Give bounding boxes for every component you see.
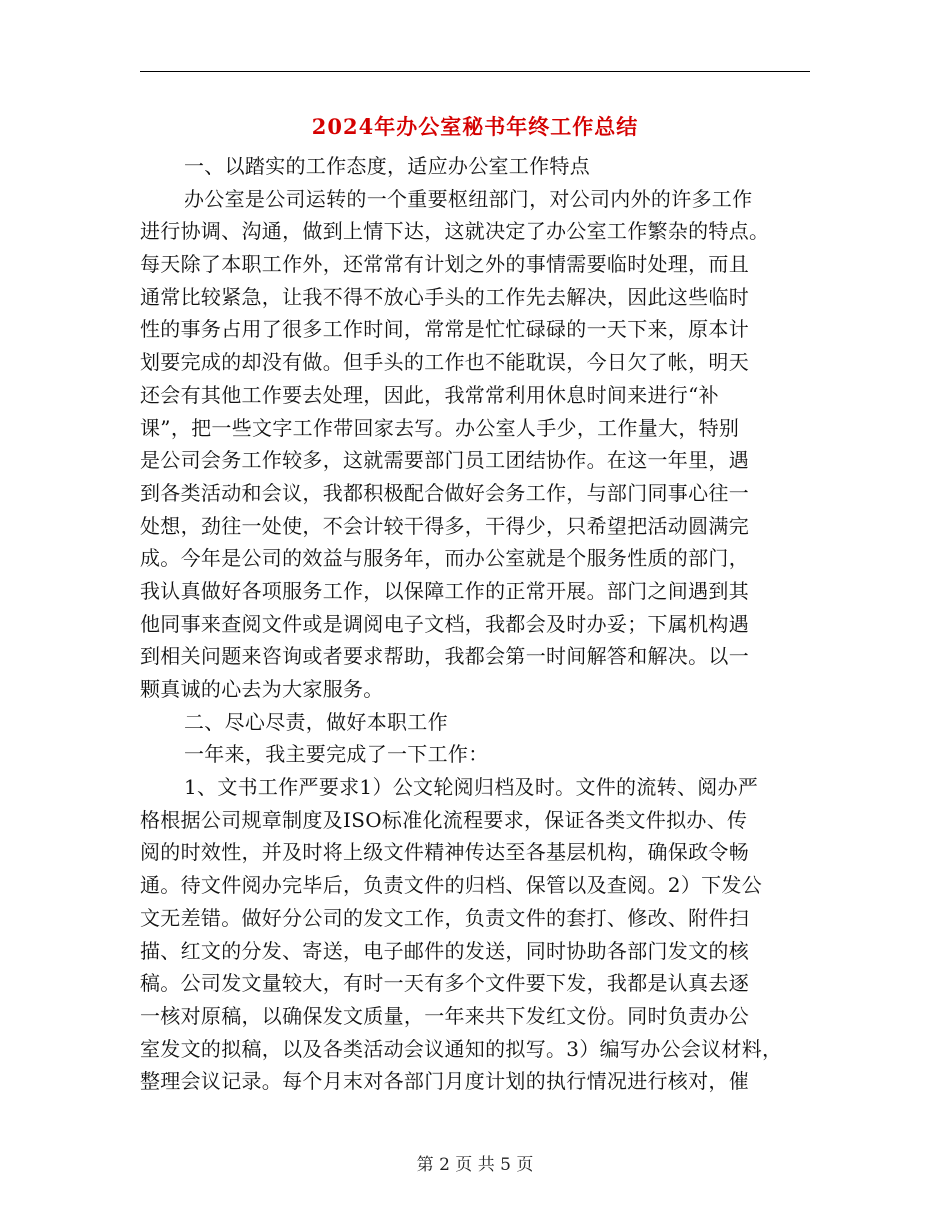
document-body xyxy=(140,150,810,1098)
paragraph-line: 文无差错。做好分公司的发文工作，负责文件的套打、修改、附件扫 xyxy=(140,905,749,930)
paragraph-line: 到相关问题来咨询或者要求帮助，我都会第一时间解答和解决。以一 xyxy=(140,644,749,669)
paragraph-line: 课”，把一些文字工作带回家去写。办公室人手少，工作量大，特别 xyxy=(140,415,740,440)
paragraph-line: 整理会议记录。每个月末对各部门月度计划的执行情况进行核对，催 xyxy=(140,1069,749,1094)
paragraph-line: 一核对原稿，以确保发文质量，一年来共下发红文份。同时负责办公 xyxy=(140,1003,749,1028)
paragraph-line: 颗真诚的心去为大家服务。 xyxy=(140,677,384,701)
paragraph-line: 成。今年是公司的效益与服务年，而办公室就是个服务性质的部门， xyxy=(140,546,749,571)
paragraph-line: 格根据公司规章制度及ISO标准化流程要求，保证各类文件拟办、传 xyxy=(140,807,748,832)
paragraph-line: 通常比较紧急，让我不得不放心手头的工作先去解决，因此这些临时 xyxy=(140,284,749,309)
paragraph-line: 办公室是公司运转的一个重要枢纽部门，对公司内外的许多工作 xyxy=(184,186,753,211)
paragraph-line: 我认真做好各项服务工作，以保障工作的正常开展。部门之间遇到其 xyxy=(140,578,749,603)
paragraph-line: 阅的时效性，并及时将上级文件精神传达至各基层机构，确保政令畅 xyxy=(140,840,749,865)
paragraph-line: 室发文的拟稿，以及各类活动会议通知的拟写。3）编写办公会议材料， xyxy=(140,1036,783,1061)
header-rule xyxy=(140,71,810,72)
paragraph-line: 划要完成的却没有做。但手头的工作也不能耽误，今日欠了帐，明天 xyxy=(140,350,749,375)
paragraph-line: 他同事来查阅文件或是调阅电子文档，我都会及时办妥；下属机构遇 xyxy=(140,611,749,636)
paragraph-line: 一年来，我主要完成了一下工作： xyxy=(184,742,489,767)
paragraph-line: 性的事务占用了很多工作时间，常常是忙忙碌碌的一天下来，原本计 xyxy=(140,317,749,342)
paragraph-line: 通。待文件阅办完毕后，负责文件的归档、保管以及查阅。2）下发公 xyxy=(140,873,763,898)
paragraph-line: 进行协调、沟通，做到上情下达，这就决定了办公室工作繁杂的特点。 xyxy=(140,219,770,244)
section-heading-2: 二、尽心尽责，做好本职工作 xyxy=(184,709,448,734)
paragraph-line: 还会有其他工作要去处理，因此，我常常利用休息时间来进行“补 xyxy=(140,382,719,407)
paragraph-line: 1、文书工作严要求1）公文轮阅归档及时。文件的流转、阅办严 xyxy=(184,775,759,800)
page-number-footer: 第 2 页 共 5 页 xyxy=(416,1155,534,1175)
document-title: 2024年办公室秘书年终工作总结 xyxy=(311,114,639,139)
paragraph-line: 处想，劲往一处使，不会计较干得多，干得少，只希望把活动圆满完 xyxy=(140,513,749,538)
paragraph-line: 到各类活动和会议，我都积极配合做好会务工作，与部门同事心往一 xyxy=(140,480,749,505)
section-heading-1: 一、以踏实的工作态度，适应办公室工作特点 xyxy=(184,154,590,178)
paragraph-line: 稿。公司发文量较大，有时一天有多个文件要下发，我都是认真去逐 xyxy=(140,971,749,996)
paragraph-line: 描、红文的分发、寄送，电子邮件的发送，同时协助各部门发文的核 xyxy=(140,938,749,963)
paragraph-line: 每天除了本职工作外，还常常有计划之外的事情需要临时处理，而且 xyxy=(140,252,749,277)
paragraph-line: 是公司会务工作较多，这就需要部门员工团结协作。在这一年里，遇 xyxy=(140,448,749,473)
